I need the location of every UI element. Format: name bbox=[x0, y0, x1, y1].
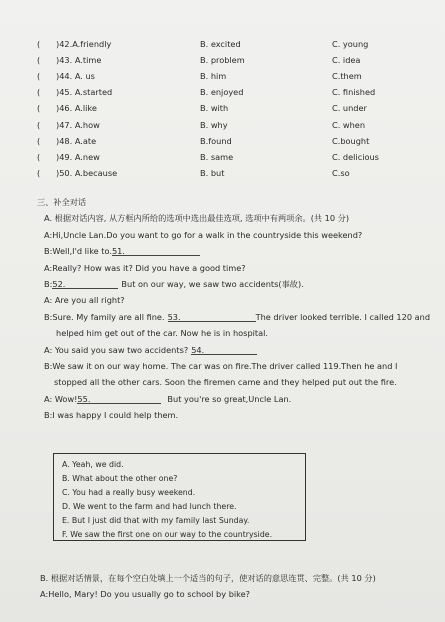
question-option-b: B.found bbox=[200, 135, 232, 146]
question-option-c: C. young bbox=[332, 39, 369, 49]
dialogue-line-11-prefix: A: Wow! bbox=[44, 394, 78, 404]
box-option-d: D. We went to the farm and had lunch there. bbox=[62, 502, 237, 511]
question-option-a: )45. A.started bbox=[56, 87, 113, 98]
dialogue-line-4-prefix: B: bbox=[44, 279, 53, 289]
blank-51-number: 51. bbox=[111, 246, 125, 256]
part-b-instruction: B. 根据对话情景，在每个空白处填上一个适当的句子，使对话的意思连贯、完整。(共 10 分) bbox=[40, 573, 376, 583]
box-option-a: A. Yeah, we did. bbox=[62, 460, 124, 469]
answer-paren[interactable]: ( bbox=[37, 167, 41, 178]
dialogue-line-6 bbox=[44, 313, 430, 322]
dialogue-line-6-continuation: The driver looked terrible. I called 120 and bbox=[255, 312, 431, 322]
blank-53[interactable] bbox=[168, 313, 256, 322]
blank-54-number: 54. bbox=[191, 345, 205, 355]
dialogue-line-6-text: B:Sure. My family are all fine. bbox=[44, 312, 165, 322]
dialogue-line-10: stopped all the other cars. Soon the firemen came and they helped put out the fire. bbox=[54, 377, 397, 387]
answer-paren[interactable]: ( bbox=[37, 119, 41, 130]
question-option-b: B. with bbox=[200, 103, 229, 114]
blank-52-number: 52. bbox=[52, 279, 66, 289]
blank-55-number: 55. bbox=[77, 394, 91, 404]
question-option-b: B. problem bbox=[200, 55, 245, 66]
question-option-b: B. same bbox=[200, 151, 234, 162]
box-option-c: C. You had a really busy weekend. bbox=[62, 488, 196, 497]
dialogue-line-2 bbox=[44, 247, 200, 256]
question-option-a: )47. A.how bbox=[56, 119, 100, 130]
question-option-a: )43. A.time bbox=[56, 55, 102, 66]
question-option-c: C. under bbox=[332, 103, 367, 114]
blank-51[interactable] bbox=[112, 247, 200, 256]
mc-question-row bbox=[0, 88, 445, 100]
box-option-e: E. But I just did that with my family last Sunday. bbox=[62, 516, 250, 525]
blank-53-number: 53. bbox=[167, 312, 181, 322]
question-option-b: B. enjoyed bbox=[200, 87, 244, 98]
question-option-a: )42.A.friendly bbox=[56, 39, 112, 49]
question-option-c: C. when bbox=[332, 119, 366, 130]
question-option-a: )49. A.new bbox=[56, 151, 100, 162]
mc-question-row bbox=[0, 104, 445, 116]
question-option-b: B. him bbox=[200, 71, 227, 82]
mc-question-row bbox=[0, 121, 445, 133]
dialogue-line-5: A: Are you all right? bbox=[44, 295, 125, 305]
question-option-b: B. excited bbox=[200, 39, 241, 49]
dialogue-line-11 bbox=[44, 395, 291, 404]
answer-paren[interactable]: ( bbox=[37, 71, 41, 82]
question-option-c: C. idea bbox=[332, 55, 361, 66]
blank-55[interactable] bbox=[77, 395, 161, 404]
question-option-a: )50. A.because bbox=[56, 167, 118, 178]
dialogue-line-9: B:We saw it on our way home. The car was on fire.The driver called 119.Then he and I bbox=[44, 361, 398, 371]
blank-52[interactable] bbox=[52, 280, 118, 289]
answer-paren[interactable]: ( bbox=[37, 135, 41, 146]
answer-paren[interactable]: ( bbox=[37, 103, 41, 114]
question-option-c: C. delicious bbox=[332, 151, 379, 162]
part-a-instruction: A. 根据对话内容, 从方框内所给的选项中选出最佳选项, 选项中有两项余。(共 10 分) bbox=[44, 213, 350, 223]
dialogue-line-11-text: But you're so great,Uncle Lan. bbox=[167, 394, 292, 404]
answer-paren[interactable]: ( bbox=[37, 55, 41, 66]
question-option-a: )48. A.ate bbox=[56, 135, 97, 146]
dialogue-line-8-text: A: You said you saw two accidents? bbox=[44, 345, 189, 355]
dialogue-line-4 bbox=[44, 280, 304, 289]
blank-54[interactable] bbox=[191, 346, 257, 355]
box-option-b: B. What about the other one? bbox=[62, 474, 178, 483]
box-option-f: F. We saw the first one on our way to the countryside. bbox=[62, 530, 273, 539]
mc-question-row bbox=[0, 56, 445, 68]
question-option-c: C. finished bbox=[332, 87, 376, 98]
question-option-c: C.so bbox=[332, 167, 350, 178]
answer-paren[interactable]: ( bbox=[37, 151, 41, 162]
mc-question-row bbox=[0, 169, 445, 181]
part-b-line-1: A:Hello, Mary! Do you usually go to school by bike? bbox=[40, 589, 251, 599]
mc-question-row bbox=[0, 40, 445, 52]
dialogue-line-8 bbox=[44, 346, 257, 355]
answer-paren[interactable]: ( bbox=[37, 39, 41, 49]
question-option-a: )44. A. us bbox=[56, 71, 95, 82]
mc-question-row bbox=[0, 72, 445, 84]
dialogue-line-1: A:Hi,Uncle Lan.Do you want to go for a walk in the countryside this weekend? bbox=[44, 230, 363, 240]
dialogue-line-2-text: B:Well,I'd like to. bbox=[44, 246, 112, 256]
dialogue-line-12: B:I was happy I could help them. bbox=[44, 410, 179, 420]
dialogue-line-7: helped him get out of the car. Now he is in hospital. bbox=[56, 328, 269, 338]
section-title: 三、补全对话 bbox=[37, 197, 87, 207]
dialogue-line-4-text: But on our way, we saw two accidents(事故). bbox=[121, 279, 304, 289]
question-option-b: B. why bbox=[200, 119, 228, 130]
mc-question-row bbox=[0, 153, 445, 165]
question-option-a: )46. A.like bbox=[56, 103, 97, 114]
dialogue-line-3: A:Really? How was it? Did you have a good time? bbox=[44, 263, 246, 273]
options-box bbox=[53, 453, 306, 541]
question-option-b: B. but bbox=[200, 167, 225, 178]
answer-paren[interactable]: ( bbox=[37, 87, 41, 98]
question-option-c: C.bought bbox=[332, 135, 370, 146]
mc-question-row bbox=[0, 137, 445, 149]
question-option-c: C.them bbox=[332, 71, 362, 82]
